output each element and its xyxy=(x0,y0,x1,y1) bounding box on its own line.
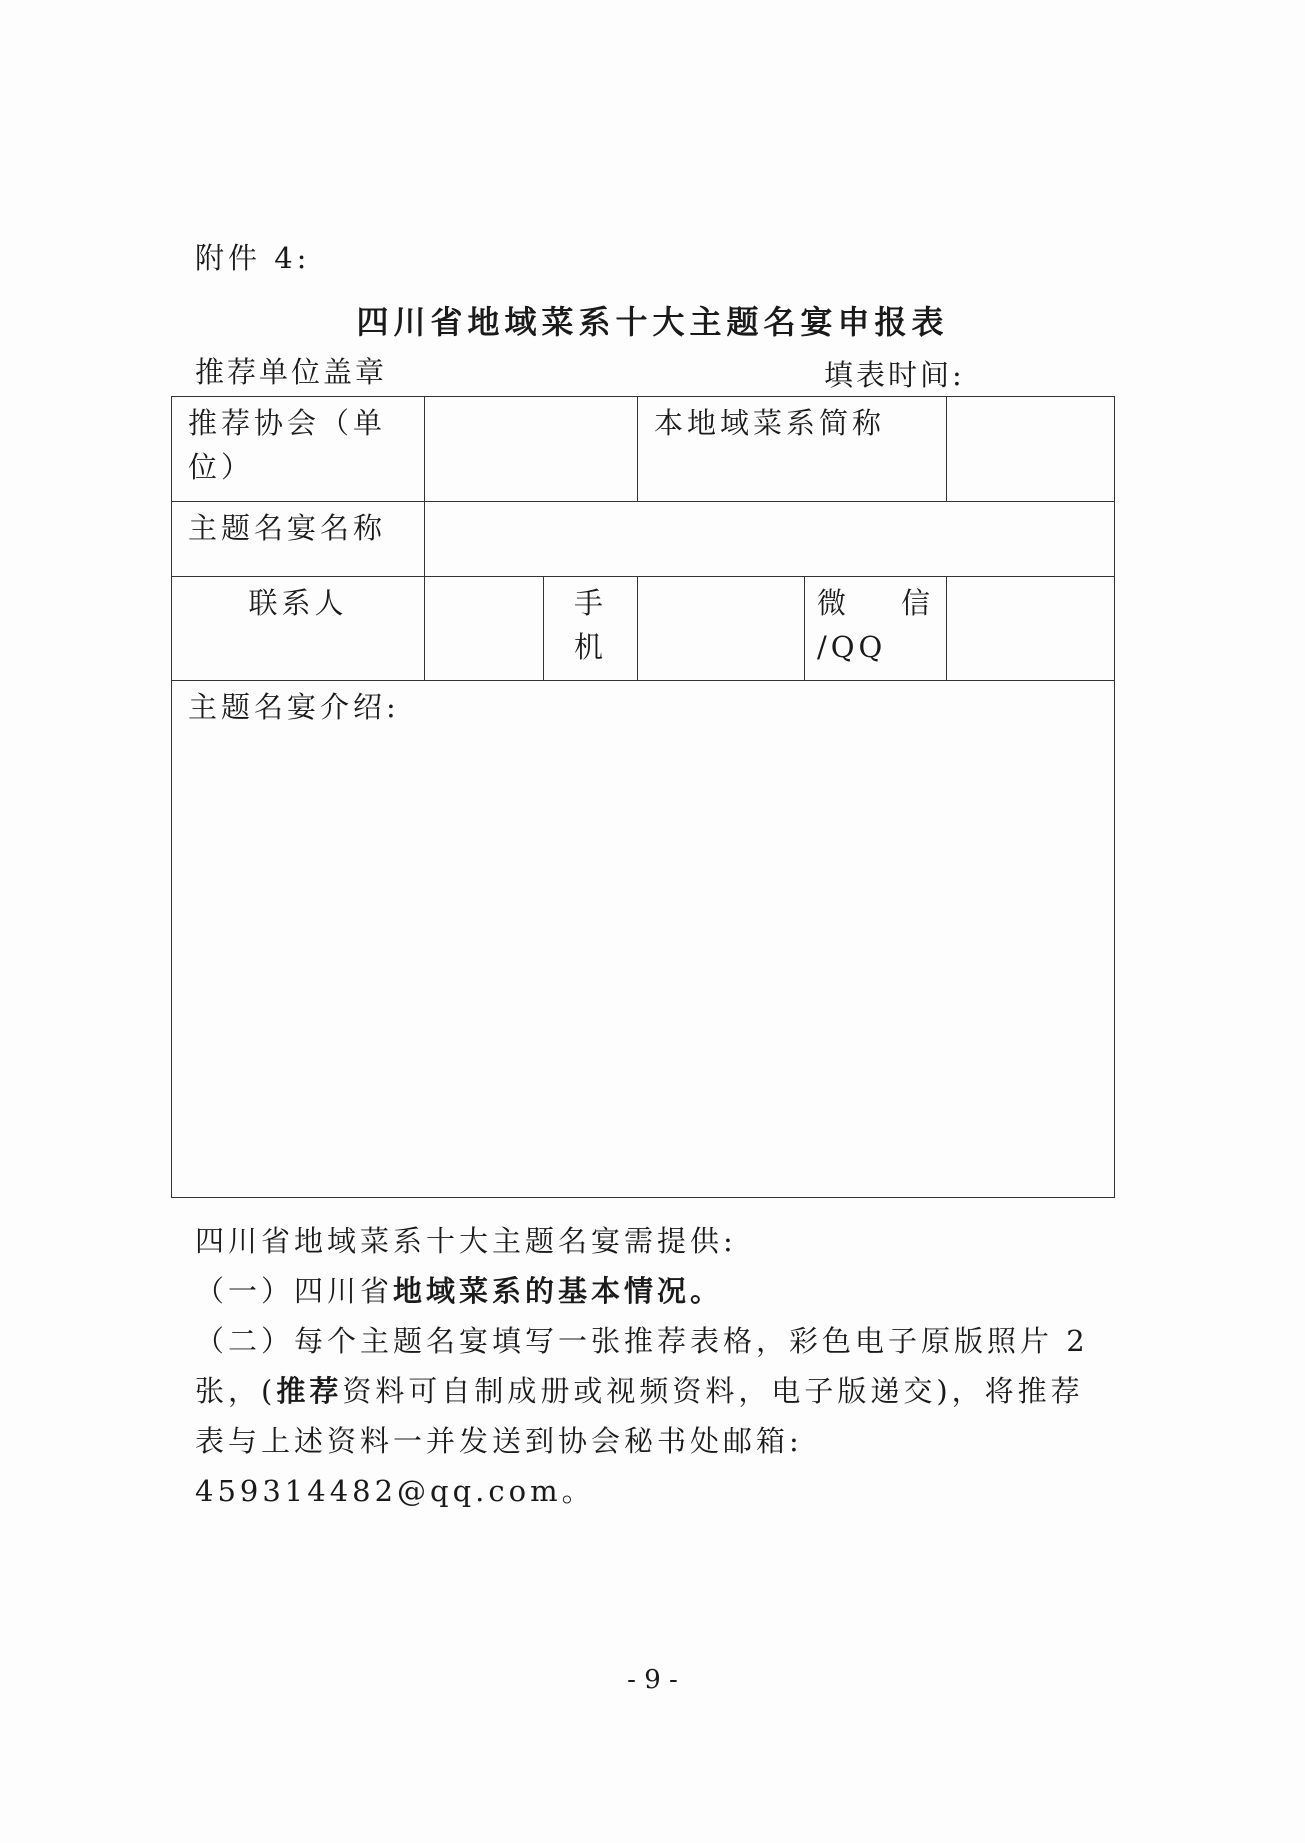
banquet-intro-area[interactable] xyxy=(172,681,1115,1198)
notes-email: 459314482@qq.com。 xyxy=(195,1474,595,1508)
association-label: 推荐协会（单位） xyxy=(172,397,425,502)
wechat-qq-label xyxy=(805,577,947,681)
banquet-name-input[interactable] xyxy=(425,502,1115,577)
notes-item-2-line2-a: 张，( xyxy=(195,1374,277,1408)
phone-input[interactable] xyxy=(638,577,805,681)
form-row-introduction xyxy=(172,681,1115,1198)
wechat-label-char2: 信 xyxy=(901,586,935,620)
form-row-association xyxy=(172,397,1115,502)
notes-item-2-line1: （二）每个主题名宴填写一张推荐表格，彩色电子原版照片 2 xyxy=(195,1324,1089,1358)
fill-date-label: 填表时间: xyxy=(824,358,965,392)
phone-label xyxy=(544,577,638,681)
phone-label-line2: 机 xyxy=(573,630,607,664)
page-number: - 9 - xyxy=(627,1665,678,1695)
cuisine-abbr-label: 本地域菜系简称 xyxy=(638,397,947,502)
banquet-name-label: 主题名宴名称 xyxy=(172,502,425,577)
form-title: 四川省地域菜系十大主题名宴申报表 xyxy=(356,303,949,341)
association-input[interactable] xyxy=(425,397,638,502)
application-form-table xyxy=(171,396,1115,1198)
wechat-qq-input[interactable] xyxy=(947,577,1115,681)
notes-item-1 xyxy=(195,1266,1125,1316)
contact-label: 联系人 xyxy=(172,577,425,681)
attachment-label: 附件 4: xyxy=(195,241,311,275)
form-row-banquet-name xyxy=(172,502,1115,577)
notes-item-2-line3: 表与上述资料一并发送到协会秘书处邮箱: xyxy=(195,1424,803,1458)
requirements-notes xyxy=(195,1216,1125,1516)
notes-item-2-line2 xyxy=(195,1366,1125,1416)
unit-seal-label: 推荐单位盖章 xyxy=(195,355,388,389)
contact-input[interactable] xyxy=(425,577,544,681)
notes-heading: 四川省地域菜系十大主题名宴需提供: xyxy=(195,1224,737,1258)
notes-item-1-bold: 地域菜系的基本情况。 xyxy=(393,1274,724,1308)
notes-item-1-prefix: （一）四川省 xyxy=(195,1274,394,1308)
wechat-label-qq: /QQ xyxy=(817,630,887,664)
form-row-contact xyxy=(172,577,1115,681)
cuisine-abbr-input[interactable] xyxy=(947,397,1115,502)
notes-item-2-line2-bold: 推荐 xyxy=(276,1374,343,1408)
phone-label-line1: 手 xyxy=(573,586,607,620)
wechat-label-char1: 微 xyxy=(817,586,851,620)
banquet-intro-label: 主题名宴介绍: xyxy=(188,690,400,724)
notes-item-2-line2-b: 资料可自制成册或视频资料，电子版递交)，将推荐 xyxy=(342,1374,1084,1408)
